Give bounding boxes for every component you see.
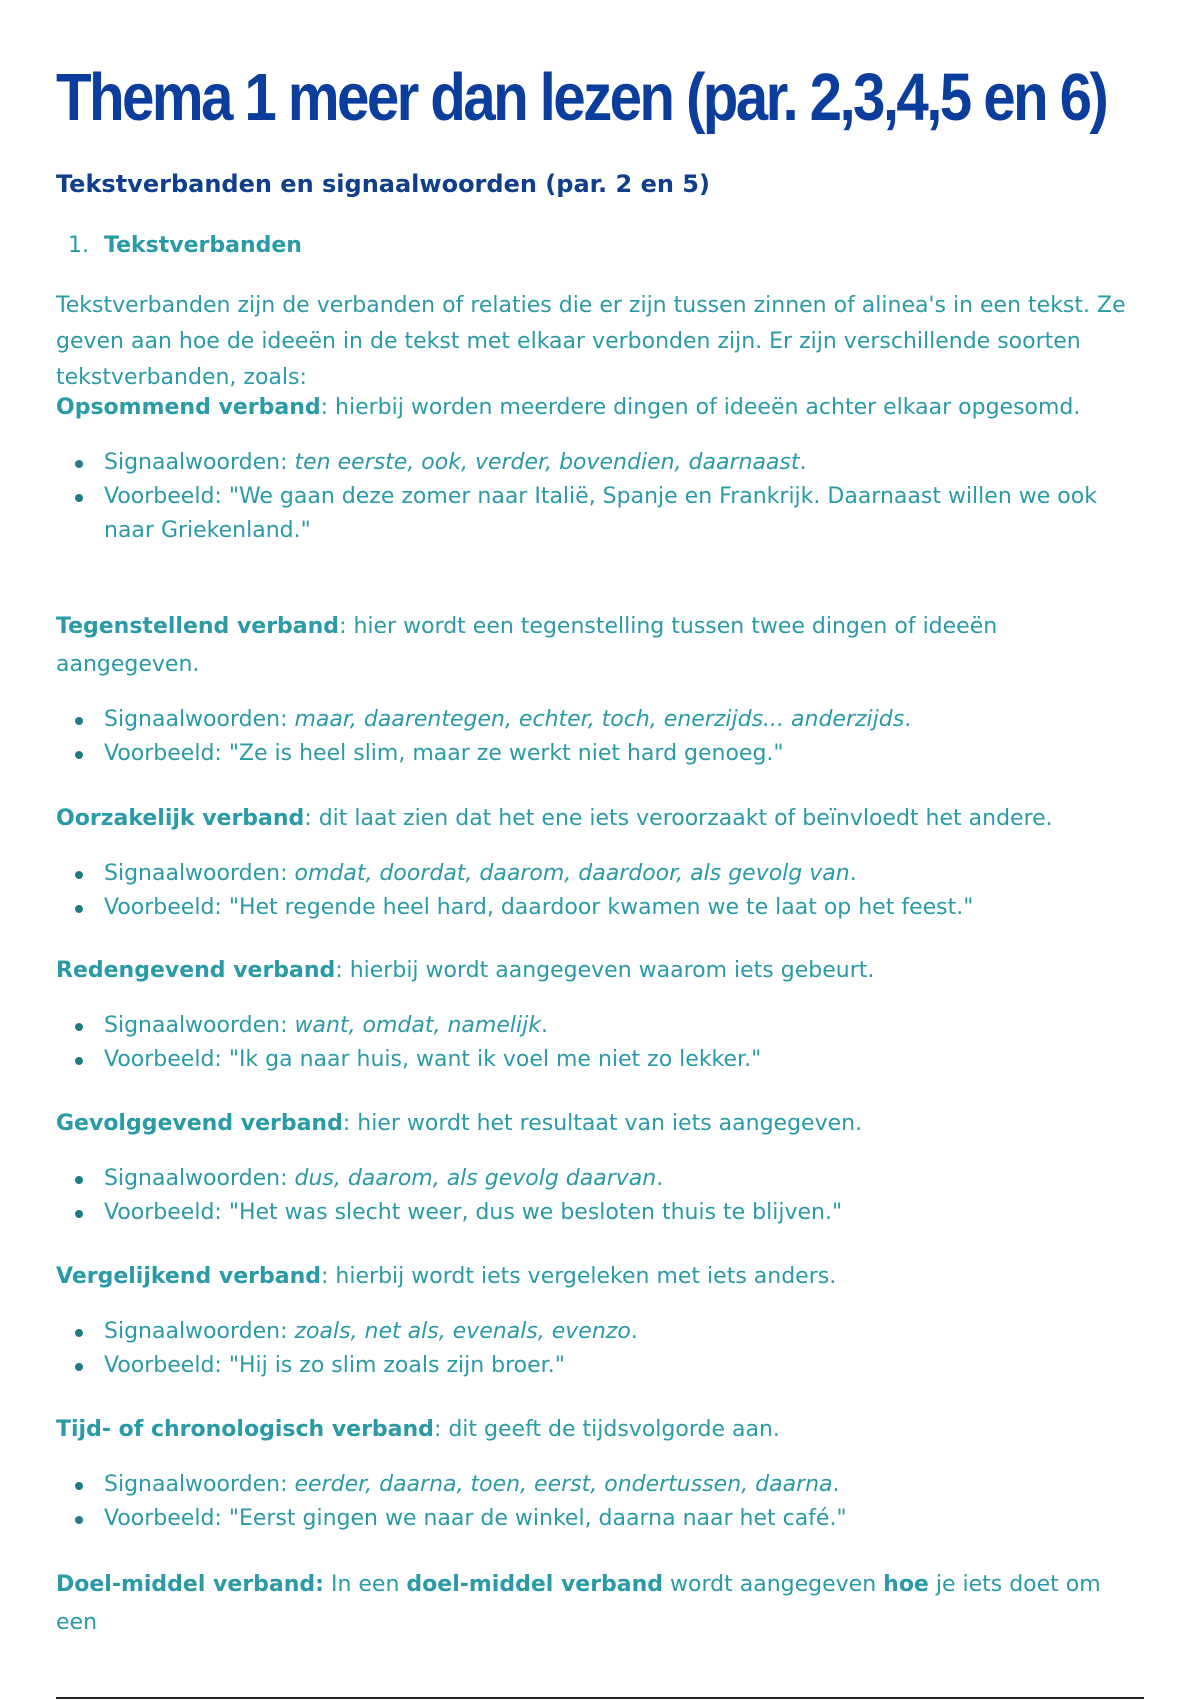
section-term: Opsommend verband — [56, 395, 321, 420]
signal-end: . — [540, 1013, 548, 1038]
list-number: 1. — [68, 233, 89, 258]
example-text: Voorbeeld: "Eerst gingen we naar de winkel, daarna naar het café." — [104, 1506, 847, 1531]
section-opsommend — [56, 389, 1146, 548]
section-term: Tijd- of chronologisch verband — [56, 1417, 434, 1442]
section-term: Oorzakelijk verband — [56, 806, 305, 831]
numbered-heading — [68, 233, 302, 258]
signal-end: . — [849, 861, 857, 886]
bullet-list — [56, 1162, 1146, 1230]
bullet-icon — [75, 905, 83, 913]
bullet-icon — [75, 1516, 83, 1524]
example-text: Voorbeeld: "Ik ga naar huis, want ik voel me niet zo lekker." — [104, 1047, 762, 1072]
bullet-icon — [75, 1057, 83, 1065]
list-item — [56, 446, 1146, 480]
signal-label: Signaalwoorden: — [104, 1319, 295, 1344]
bullet-icon — [75, 751, 83, 759]
example-text: Voorbeeld: "Het was slecht weer, dus we besloten thuis te blijven." — [104, 1200, 843, 1225]
bullet-icon — [75, 1329, 83, 1337]
section-description: : hierbij worden meerdere dingen of ideeën achter elkaar opgesomd. — [320, 395, 1081, 420]
bullet-icon — [75, 460, 83, 468]
bullet-list — [56, 703, 1146, 771]
section-doel-middel — [56, 1566, 1146, 1642]
list-item — [56, 1502, 1146, 1536]
signal-end: . — [832, 1472, 840, 1497]
list-item — [56, 1468, 1146, 1502]
bullet-icon — [75, 717, 83, 725]
list-item — [56, 737, 1146, 771]
bullet-list — [56, 1009, 1146, 1077]
list-item — [56, 857, 1146, 891]
section-heading — [56, 952, 1146, 990]
page-title: Thema 1 meer dan lezen (par. 2,3,4,5 en 6) — [56, 60, 1107, 135]
list-item — [56, 703, 1146, 737]
section-description: : dit laat zien dat het ene iets veroorzaakt of beïnvloedt het andere. — [304, 806, 1053, 831]
example-text: Voorbeeld: "We gaan deze zomer naar Italië, Spanje en Frankrijk. Daarnaast willen we ook naar Griekenland." — [104, 484, 1097, 543]
section-term: Vergelijkend verband — [56, 1264, 322, 1289]
example-text: Voorbeeld: "Hij is zo slim zoals zijn broer." — [104, 1353, 565, 1378]
page-divider — [56, 1697, 1144, 1699]
section-oorzakelijk — [56, 800, 1146, 925]
section-description: : hierbij wordt iets vergeleken met iets anders. — [321, 1264, 837, 1289]
bullet-icon — [75, 494, 83, 502]
section-heading — [56, 389, 1146, 427]
list-item — [56, 1315, 1146, 1349]
section-chronologisch — [56, 1411, 1146, 1536]
bold-term: hoe — [883, 1572, 929, 1597]
signal-end: . — [904, 707, 912, 732]
signal-label: Signaalwoorden: — [104, 1472, 295, 1497]
signal-end: . — [630, 1319, 638, 1344]
numbered-heading-label: Tekstverbanden — [104, 233, 302, 258]
signal-words: ten eerste, ook, verder, bovendien, daarnaast — [294, 450, 800, 475]
text-run: wordt aangegeven — [663, 1572, 884, 1597]
bold-term: doel-middel verband — [406, 1572, 664, 1597]
intro-paragraph: Tekstverbanden zijn de verbanden of relaties die er zijn tussen zinnen of alinea's in een tekst. Ze geven aan hoe de ideeën in de tekst met elkaar verbonden zijn. Er zijn verschillende soorten tekstverbanden, zoals: — [56, 293, 1126, 390]
section-tegenstellend — [56, 608, 1146, 771]
bullet-list — [56, 446, 1146, 548]
list-item — [56, 891, 1146, 925]
bullet-icon — [75, 1482, 83, 1490]
signal-words: want, omdat, namelijk — [294, 1013, 541, 1038]
bullet-icon — [75, 1176, 83, 1184]
section-description: : dit geeft de tijdsvolgorde aan. — [433, 1417, 780, 1442]
bullet-icon — [75, 871, 83, 879]
text-run: je iets doet om een — [56, 1572, 1101, 1635]
section-gevolggevend — [56, 1105, 1146, 1230]
signal-label: Signaalwoorden: — [104, 861, 295, 886]
bullet-icon — [75, 1023, 83, 1031]
section-heading — [56, 1105, 1146, 1143]
section-heading — [56, 1566, 1146, 1642]
bullet-list — [56, 857, 1146, 925]
section-term: Redengevend verband — [56, 958, 336, 983]
list-item — [56, 1196, 1146, 1230]
example-text: Voorbeeld: "Het regende heel hard, daardoor kwamen we te laat op het feest." — [104, 895, 974, 920]
section-term: Tegenstellend verband — [56, 614, 340, 639]
bullet-list — [56, 1315, 1146, 1383]
list-item — [56, 1162, 1146, 1196]
signal-words: maar, daarentegen, echter, toch, enerzijds... anderzijds — [294, 707, 905, 732]
section-subtitle: Tekstverbanden en signaalwoorden (par. 2 en 5) — [56, 170, 710, 198]
signal-end: . — [799, 450, 807, 475]
section-heading — [56, 608, 1146, 684]
signal-words: eerder, daarna, toen, eerst, ondertussen, daarna — [294, 1472, 833, 1497]
example-text: Voorbeeld: "Ze is heel slim, maar ze werkt niet hard genoeg." — [104, 741, 784, 766]
list-item — [56, 480, 1146, 548]
bullet-icon — [75, 1210, 83, 1218]
section-heading — [56, 1258, 1146, 1296]
signal-label: Signaalwoorden: — [104, 450, 295, 475]
list-item — [56, 1043, 1146, 1077]
section-term: Gevolggevend verband — [56, 1111, 343, 1136]
signal-label: Signaalwoorden: — [104, 707, 295, 732]
signal-words: dus, daarom, als gevolg daarvan — [294, 1166, 657, 1191]
section-heading — [56, 800, 1146, 838]
text-run: In een — [323, 1572, 407, 1597]
signal-label: Signaalwoorden: — [104, 1013, 295, 1038]
section-vergelijkend — [56, 1258, 1146, 1383]
section-description: : hier wordt een tegenstelling tussen twee dingen of ideeën aangegeven. — [56, 614, 998, 677]
signal-words: zoals, net als, evenals, evenzo — [294, 1319, 631, 1344]
bullet-icon — [75, 1363, 83, 1371]
section-description: : hier wordt het resultaat van iets aangegeven. — [342, 1111, 863, 1136]
section-description: : hierbij wordt aangegeven waarom iets gebeurt. — [335, 958, 875, 983]
signal-words: omdat, doordat, daarom, daardoor, als gevolg van — [294, 861, 850, 886]
signal-label: Signaalwoorden: — [104, 1166, 295, 1191]
section-term: Doel-middel verband: — [56, 1572, 324, 1597]
signal-end: . — [656, 1166, 664, 1191]
section-heading — [56, 1411, 1146, 1449]
bullet-list — [56, 1468, 1146, 1536]
section-redengevend — [56, 952, 1146, 1077]
list-item — [56, 1009, 1146, 1043]
list-item — [56, 1349, 1146, 1383]
